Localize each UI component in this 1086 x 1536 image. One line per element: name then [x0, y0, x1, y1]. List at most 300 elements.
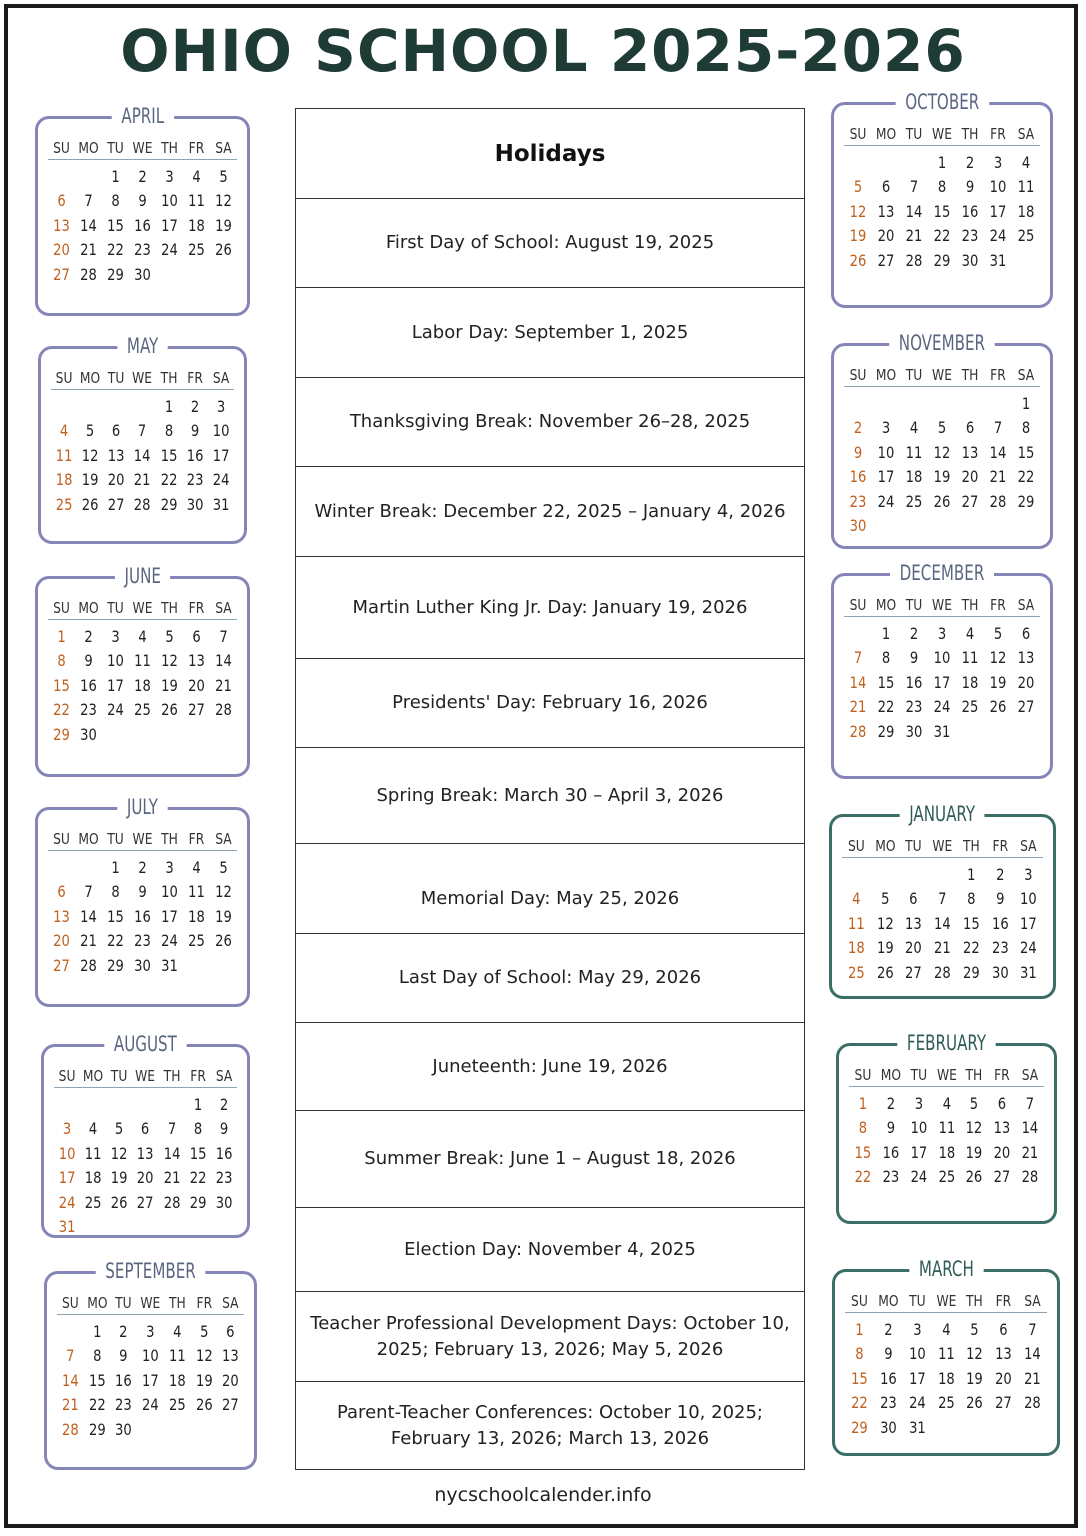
- day-cell: 2: [884, 1319, 893, 1339]
- day-cell: 25: [188, 931, 205, 951]
- day-cell: 23: [186, 470, 204, 490]
- day-cell: 21: [905, 226, 923, 246]
- day-cell: 17: [908, 1368, 926, 1388]
- weekday-label: SU: [849, 366, 867, 384]
- weekday-label: WE: [936, 1066, 957, 1084]
- day-cell: 17: [910, 1142, 927, 1162]
- day-cell: 5: [970, 1319, 980, 1339]
- weekday-label: MO: [80, 369, 101, 387]
- day-cell: 9: [884, 1344, 893, 1364]
- day-cell: 10: [910, 1118, 927, 1138]
- day-cell: 27: [108, 494, 125, 514]
- day-cell: 2: [886, 1093, 895, 1113]
- day-cell: 30: [115, 1419, 133, 1439]
- day-cell: 4: [59, 421, 69, 441]
- weekday-label: SU: [55, 369, 73, 387]
- month-name-text: MARCH: [909, 1255, 983, 1283]
- day-cell: 25: [168, 1395, 186, 1415]
- week-row: [51, 468, 234, 493]
- weekday-header: [844, 594, 1040, 617]
- day-cell: 15: [854, 1142, 872, 1162]
- day-cell: 8: [193, 1119, 202, 1139]
- day-cell: 14: [62, 1370, 79, 1390]
- day-cell: 26: [876, 962, 894, 982]
- day-cell: 13: [905, 913, 923, 933]
- month-grid: [844, 364, 1040, 538]
- day-cell: 23: [961, 226, 979, 246]
- month-name: [38, 793, 247, 823]
- day-cell: 7: [993, 418, 1003, 438]
- day-cell: 8: [164, 421, 173, 441]
- weekday-label: MO: [875, 596, 897, 614]
- day-cell: 12: [849, 201, 867, 221]
- month-calendar-december: [831, 561, 1053, 779]
- weekday-header: [849, 1064, 1044, 1087]
- weekday-label: FR: [995, 1292, 1012, 1310]
- day-cell: 5: [970, 1093, 979, 1113]
- weekday-label: TU: [905, 837, 923, 855]
- weekday-label: TH: [961, 596, 979, 614]
- weekday-label: MO: [83, 1067, 104, 1085]
- month-calendar-june: [35, 564, 250, 777]
- day-cell: 26: [111, 1192, 128, 1212]
- day-cell: 7: [138, 421, 147, 441]
- weekday-label: SA: [215, 830, 232, 848]
- week-row: [844, 719, 1040, 744]
- week-row: [51, 492, 234, 517]
- day-cell: 10: [58, 1143, 76, 1163]
- month-name: [834, 559, 1050, 589]
- day-cell: 18: [188, 906, 205, 926]
- day-cell: 13: [1017, 648, 1035, 668]
- day-cell: 17: [58, 1168, 76, 1188]
- day-cell: 23: [879, 1393, 897, 1413]
- day-cell: 8: [92, 1346, 102, 1366]
- day-cell: 28: [849, 721, 867, 741]
- day-cell: 8: [855, 1344, 864, 1364]
- day-cell: 16: [849, 467, 867, 487]
- day-cell: 29: [933, 250, 951, 270]
- week-row: [54, 1166, 237, 1191]
- day-cell: 25: [937, 1393, 955, 1413]
- day-cell: 31: [58, 1217, 76, 1237]
- day-cell: 17: [142, 1370, 159, 1390]
- day-cell: 20: [961, 467, 979, 487]
- weekday-label: TH: [161, 139, 178, 157]
- day-cell: 24: [1020, 938, 1038, 958]
- week-row: [844, 514, 1040, 539]
- day-cell: 9: [995, 889, 1005, 909]
- day-cell: 6: [909, 889, 918, 909]
- day-cell: 28: [80, 955, 97, 975]
- day-cell: 24: [877, 491, 895, 511]
- weekday-label: MO: [875, 366, 897, 384]
- day-cell: 9: [84, 651, 93, 671]
- day-cell: 2: [853, 418, 863, 438]
- day-cell: 27: [961, 491, 979, 511]
- day-cell: 22: [107, 931, 124, 951]
- day-cell: 9: [138, 882, 147, 902]
- day-cell: 21: [989, 467, 1007, 487]
- day-cell: 9: [190, 421, 199, 441]
- weekday-header: [48, 137, 237, 160]
- day-cell: 5: [853, 177, 863, 197]
- month-calendar-november: [831, 331, 1053, 549]
- day-cell: 30: [879, 1417, 897, 1437]
- day-cell: 22: [160, 470, 177, 490]
- weekday-header: [48, 597, 237, 620]
- weekday-label: WE: [932, 596, 952, 614]
- week-row: [48, 164, 237, 189]
- day-cell: 11: [188, 191, 205, 211]
- day-cell: 24: [212, 470, 230, 490]
- day-cell: 1: [858, 1093, 868, 1113]
- weekday-label: TU: [908, 1292, 926, 1310]
- week-row: [57, 1368, 244, 1393]
- week-row: [845, 1342, 1047, 1367]
- week-row: [57, 1344, 244, 1369]
- day-cell: 5: [165, 626, 174, 646]
- day-cell: 10: [1020, 889, 1038, 909]
- day-cell: 13: [188, 651, 205, 671]
- day-cell: 24: [910, 1167, 927, 1187]
- day-cell: 22: [107, 240, 124, 260]
- day-cell: 26: [966, 1167, 983, 1187]
- weekday-label: WE: [132, 830, 153, 848]
- day-cell: 2: [119, 1321, 128, 1341]
- week-row: [51, 394, 234, 419]
- day-cell: 5: [993, 623, 1003, 643]
- day-cell: 17: [1020, 913, 1038, 933]
- holiday-row: Election Day: November 4, 2025: [296, 1208, 804, 1292]
- day-cell: 29: [851, 1417, 868, 1437]
- day-cell: 11: [134, 651, 151, 671]
- day-cell: 30: [186, 494, 204, 514]
- day-cell: 11: [188, 882, 205, 902]
- day-cell: 19: [849, 226, 867, 246]
- day-cell: 11: [55, 445, 73, 465]
- day-cell: 29: [1017, 491, 1035, 511]
- day-cell: 26: [966, 1393, 984, 1413]
- day-cell: 19: [933, 467, 951, 487]
- day-cell: 18: [848, 938, 865, 958]
- weekday-label: SU: [53, 139, 70, 157]
- week-row: [54, 1141, 237, 1166]
- day-cell: 30: [991, 962, 1009, 982]
- week-row: [48, 262, 237, 287]
- month-calendar-may: [38, 334, 247, 544]
- day-cell: 1: [193, 1094, 202, 1114]
- weekday-label: SA: [1020, 837, 1037, 855]
- month-grid: [844, 123, 1040, 273]
- day-cell: 15: [933, 201, 951, 221]
- weekday-label: MO: [86, 1294, 108, 1312]
- day-cell: 8: [111, 882, 120, 902]
- week-row: [849, 1165, 1044, 1190]
- day-cell: 9: [886, 1118, 895, 1138]
- weekday-label: TU: [905, 596, 923, 614]
- day-cell: 21: [1021, 1142, 1039, 1162]
- day-cell: 4: [909, 418, 919, 438]
- day-cell: 25: [1017, 226, 1035, 246]
- day-cell: 10: [877, 442, 895, 462]
- week-row: [844, 248, 1040, 273]
- day-cell: 12: [966, 1118, 983, 1138]
- day-cell: 20: [188, 675, 205, 695]
- day-cell: 28: [163, 1192, 180, 1212]
- day-cell: 5: [880, 889, 890, 909]
- day-cell: 28: [1024, 1393, 1041, 1413]
- day-cell: 15: [851, 1368, 868, 1388]
- week-row: [842, 936, 1043, 961]
- weekday-label: FR: [992, 837, 1008, 855]
- day-cell: 4: [965, 623, 975, 643]
- weekday-label: SU: [53, 599, 70, 617]
- day-cell: 1: [1021, 393, 1031, 413]
- day-cell: 5: [115, 1119, 124, 1139]
- weekday-label: SA: [215, 139, 232, 157]
- month-grid: [844, 594, 1040, 744]
- month-calendar-february: [836, 1031, 1057, 1224]
- day-cell: 8: [881, 648, 891, 668]
- day-cell: 4: [173, 1321, 182, 1341]
- day-cell: 16: [134, 906, 151, 926]
- day-cell: 22: [53, 700, 70, 720]
- month-grid: [849, 1064, 1044, 1189]
- day-cell: 7: [938, 889, 947, 909]
- month-name-text: FEBRUARY: [897, 1029, 995, 1057]
- day-cell: 6: [999, 1319, 1008, 1339]
- week-row: [48, 904, 237, 929]
- day-cell: 19: [81, 470, 99, 490]
- week-row: [48, 673, 237, 698]
- day-cell: 2: [219, 1094, 229, 1114]
- day-cell: 24: [58, 1192, 76, 1212]
- holiday-row: Juneteenth: June 19, 2026: [296, 1023, 804, 1111]
- week-row: [842, 862, 1043, 887]
- day-cell: 10: [212, 421, 230, 441]
- weekday-label: SA: [1017, 596, 1035, 614]
- day-cell: 28: [989, 491, 1007, 511]
- weekday-label: TH: [163, 1067, 181, 1085]
- day-cell: 15: [107, 215, 124, 235]
- day-cell: 21: [163, 1168, 180, 1188]
- month-grid: [54, 1065, 237, 1239]
- day-cell: 16: [905, 672, 923, 692]
- day-cell: 17: [161, 215, 178, 235]
- day-cell: 14: [1024, 1344, 1041, 1364]
- month-grid: [48, 828, 237, 978]
- day-cell: 30: [905, 721, 923, 741]
- week-row: [48, 929, 237, 954]
- day-cell: 27: [222, 1395, 240, 1415]
- weekday-label: TU: [107, 139, 124, 157]
- day-cell: 13: [222, 1346, 240, 1366]
- day-cell: 2: [138, 166, 147, 186]
- weekday-label: FR: [990, 125, 1006, 143]
- day-cell: 15: [107, 906, 124, 926]
- day-cell: 31: [161, 955, 178, 975]
- month-name: [38, 562, 247, 592]
- weekday-label: TH: [965, 1066, 983, 1084]
- weekday-label: SA: [215, 1067, 233, 1085]
- day-cell: 6: [965, 418, 975, 438]
- week-row: [48, 238, 237, 263]
- day-cell: 29: [962, 962, 980, 982]
- day-cell: 24: [933, 697, 951, 717]
- day-cell: 7: [219, 626, 228, 646]
- weekday-label: MO: [878, 1292, 899, 1310]
- weekday-label: TH: [966, 1292, 984, 1310]
- day-cell: 3: [165, 166, 174, 186]
- weekday-header: [845, 1290, 1047, 1313]
- day-cell: 1: [937, 152, 947, 172]
- day-cell: 17: [933, 672, 951, 692]
- day-cell: 8: [967, 889, 976, 909]
- day-cell: 31: [1020, 962, 1038, 982]
- weekday-label: TU: [107, 830, 124, 848]
- day-cell: 25: [938, 1167, 955, 1187]
- weekday-label: MO: [880, 1066, 901, 1084]
- weekday-header: [844, 123, 1040, 146]
- day-cell: 18: [168, 1370, 186, 1390]
- day-cell: 5: [199, 1321, 209, 1341]
- week-row: [849, 1091, 1044, 1116]
- day-cell: 28: [1021, 1167, 1039, 1187]
- week-row: [57, 1319, 244, 1344]
- day-cell: 10: [933, 648, 951, 668]
- day-cell: 27: [1017, 697, 1035, 717]
- day-cell: 14: [163, 1143, 180, 1163]
- footer-site: nycschoolcalender.info: [434, 1484, 652, 1506]
- day-cell: 17: [107, 675, 124, 695]
- weekday-label: TU: [107, 599, 124, 617]
- day-cell: 20: [108, 470, 125, 490]
- week-row: [849, 1116, 1044, 1141]
- day-cell: 23: [905, 697, 923, 717]
- week-row: [48, 855, 237, 880]
- day-cell: 21: [80, 240, 97, 260]
- day-cell: 19: [876, 938, 894, 958]
- day-cell: 29: [877, 721, 895, 741]
- day-cell: 18: [55, 470, 73, 490]
- holiday-row: Teacher Professional Development Days: October 10, 2025; February 13, 2026; May 5, 2026: [296, 1292, 804, 1382]
- day-cell: 19: [989, 672, 1007, 692]
- week-row: [48, 189, 237, 214]
- weekday-header: [842, 835, 1043, 858]
- day-cell: 12: [195, 1346, 213, 1366]
- day-cell: 20: [53, 240, 70, 260]
- day-cell: 10: [908, 1344, 926, 1364]
- day-cell: 11: [905, 442, 923, 462]
- day-cell: 12: [966, 1344, 984, 1364]
- month-grid: [845, 1290, 1047, 1440]
- day-cell: 11: [848, 913, 865, 933]
- week-row: [48, 722, 237, 747]
- day-cell: 7: [84, 191, 93, 211]
- day-cell: 23: [849, 491, 867, 511]
- day-cell: 18: [905, 467, 923, 487]
- week-row: [845, 1415, 1047, 1440]
- day-cell: 4: [138, 626, 147, 646]
- day-cell: 1: [881, 623, 891, 643]
- month-name-text: OCTOBER: [895, 88, 988, 116]
- day-cell: 26: [195, 1395, 213, 1415]
- day-cell: 13: [53, 906, 70, 926]
- day-cell: 18: [84, 1168, 102, 1188]
- weekday-label: WE: [936, 1292, 956, 1310]
- day-cell: 12: [81, 445, 99, 465]
- day-cell: 13: [53, 215, 70, 235]
- weekday-label: TH: [961, 125, 979, 143]
- month-name: [38, 102, 247, 132]
- week-row: [845, 1391, 1047, 1416]
- day-cell: 24: [989, 226, 1007, 246]
- day-cell: 13: [993, 1118, 1011, 1138]
- day-cell: 29: [53, 724, 70, 744]
- day-cell: 21: [849, 697, 867, 717]
- day-cell: 14: [849, 672, 867, 692]
- day-cell: 19: [215, 215, 232, 235]
- weekday-label: FR: [186, 369, 203, 387]
- week-row: [54, 1190, 237, 1215]
- day-cell: 27: [905, 962, 923, 982]
- day-cell: 2: [84, 626, 93, 646]
- day-cell: 14: [1021, 1118, 1039, 1138]
- day-cell: 1: [164, 396, 173, 416]
- weekday-label: WE: [932, 125, 952, 143]
- day-cell: 9: [219, 1119, 229, 1139]
- day-cell: 9: [853, 442, 863, 462]
- day-cell: 4: [852, 889, 861, 909]
- day-cell: 10: [161, 191, 178, 211]
- weekday-label: TH: [161, 830, 178, 848]
- day-cell: 7: [853, 648, 863, 668]
- weekday-label: FR: [990, 366, 1006, 384]
- holiday-row: Parent-Teacher Conferences: October 10, 2025; February 13, 2026; March 13, 2026: [336, 1402, 763, 1449]
- day-cell: 31: [212, 494, 230, 514]
- weekday-header: [51, 367, 234, 390]
- day-cell: 18: [134, 675, 151, 695]
- day-cell: 25: [188, 240, 205, 260]
- day-cell: 10: [142, 1346, 159, 1366]
- day-cell: 19: [966, 1142, 983, 1162]
- day-cell: 20: [1017, 672, 1035, 692]
- weekday-label: SU: [854, 1066, 872, 1084]
- holiday-row: Thanksgiving Break: November 26–28, 2025: [296, 378, 804, 467]
- day-cell: 3: [216, 396, 226, 416]
- day-cell: 16: [186, 445, 204, 465]
- day-cell: 28: [905, 250, 923, 270]
- day-cell: 12: [876, 913, 894, 933]
- day-cell: 25: [905, 491, 923, 511]
- day-cell: 29: [160, 494, 177, 514]
- weekday-label: MO: [78, 599, 99, 617]
- weekday-label: SU: [851, 1292, 868, 1310]
- weekday-label: SA: [1017, 125, 1035, 143]
- day-cell: 14: [80, 906, 97, 926]
- holiday-row: Winter Break: December 22, 2025 – January 4, 2026: [296, 467, 804, 557]
- day-cell: 3: [993, 152, 1003, 172]
- month-name: [834, 88, 1050, 118]
- day-cell: 10: [989, 177, 1007, 197]
- month-calendar-july: [35, 795, 250, 1007]
- month-name-text: APRIL: [111, 102, 173, 130]
- day-cell: 28: [62, 1419, 79, 1439]
- day-cell: 27: [188, 700, 205, 720]
- day-cell: 15: [1017, 442, 1035, 462]
- day-cell: 2: [909, 623, 919, 643]
